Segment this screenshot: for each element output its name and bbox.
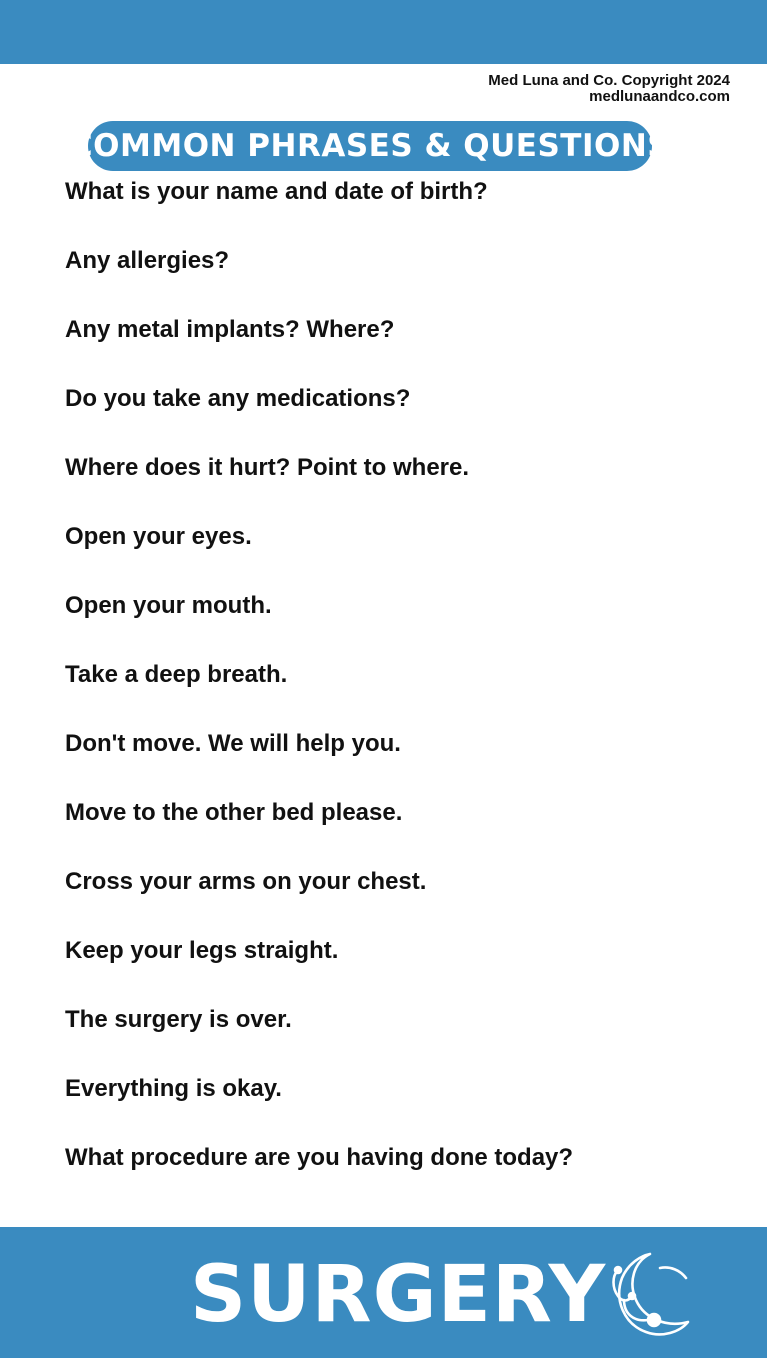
phrase-item: Cross your arms on your chest. (65, 868, 427, 895)
phrase-item: What is your name and date of birth? (65, 178, 488, 205)
phrase-item: Open your eyes. (65, 523, 252, 550)
website-text: medlunaandco.com (589, 88, 730, 105)
phrase-item: Move to the other bed please. (65, 799, 403, 826)
phrase-item: Everything is okay. (65, 1075, 282, 1102)
phrase-item: Do you take any medications? (65, 385, 411, 412)
phrase-item: Take a deep breath. (65, 661, 288, 688)
section-title (69, 121, 671, 171)
phrase-item: What procedure are you having done today? (65, 1144, 574, 1171)
top-banner (0, 0, 767, 64)
section-title-text: COMMON PHRASES & QUESTIONS (69, 128, 671, 164)
phrase-item: Where does it hurt? Point to where. (65, 454, 470, 481)
phrase-item: Open your mouth. (65, 592, 272, 619)
phrase-item: Any allergies? (65, 247, 230, 274)
moon-stethoscope-icon (604, 1248, 700, 1338)
footer-title: SURGERY (190, 1250, 607, 1340)
copyright-block (488, 73, 730, 105)
phrase-item: Any metal implants? Where? (65, 316, 395, 343)
phrase-item: Keep your legs straight. (65, 937, 339, 964)
phrase-item: Don't move. We will help you. (65, 730, 401, 757)
phrase-item: The surgery is over. (65, 1006, 292, 1033)
copyright-text: Med Luna and Co. Copyright 2024 (488, 72, 730, 89)
phrase-list (65, 172, 745, 1207)
